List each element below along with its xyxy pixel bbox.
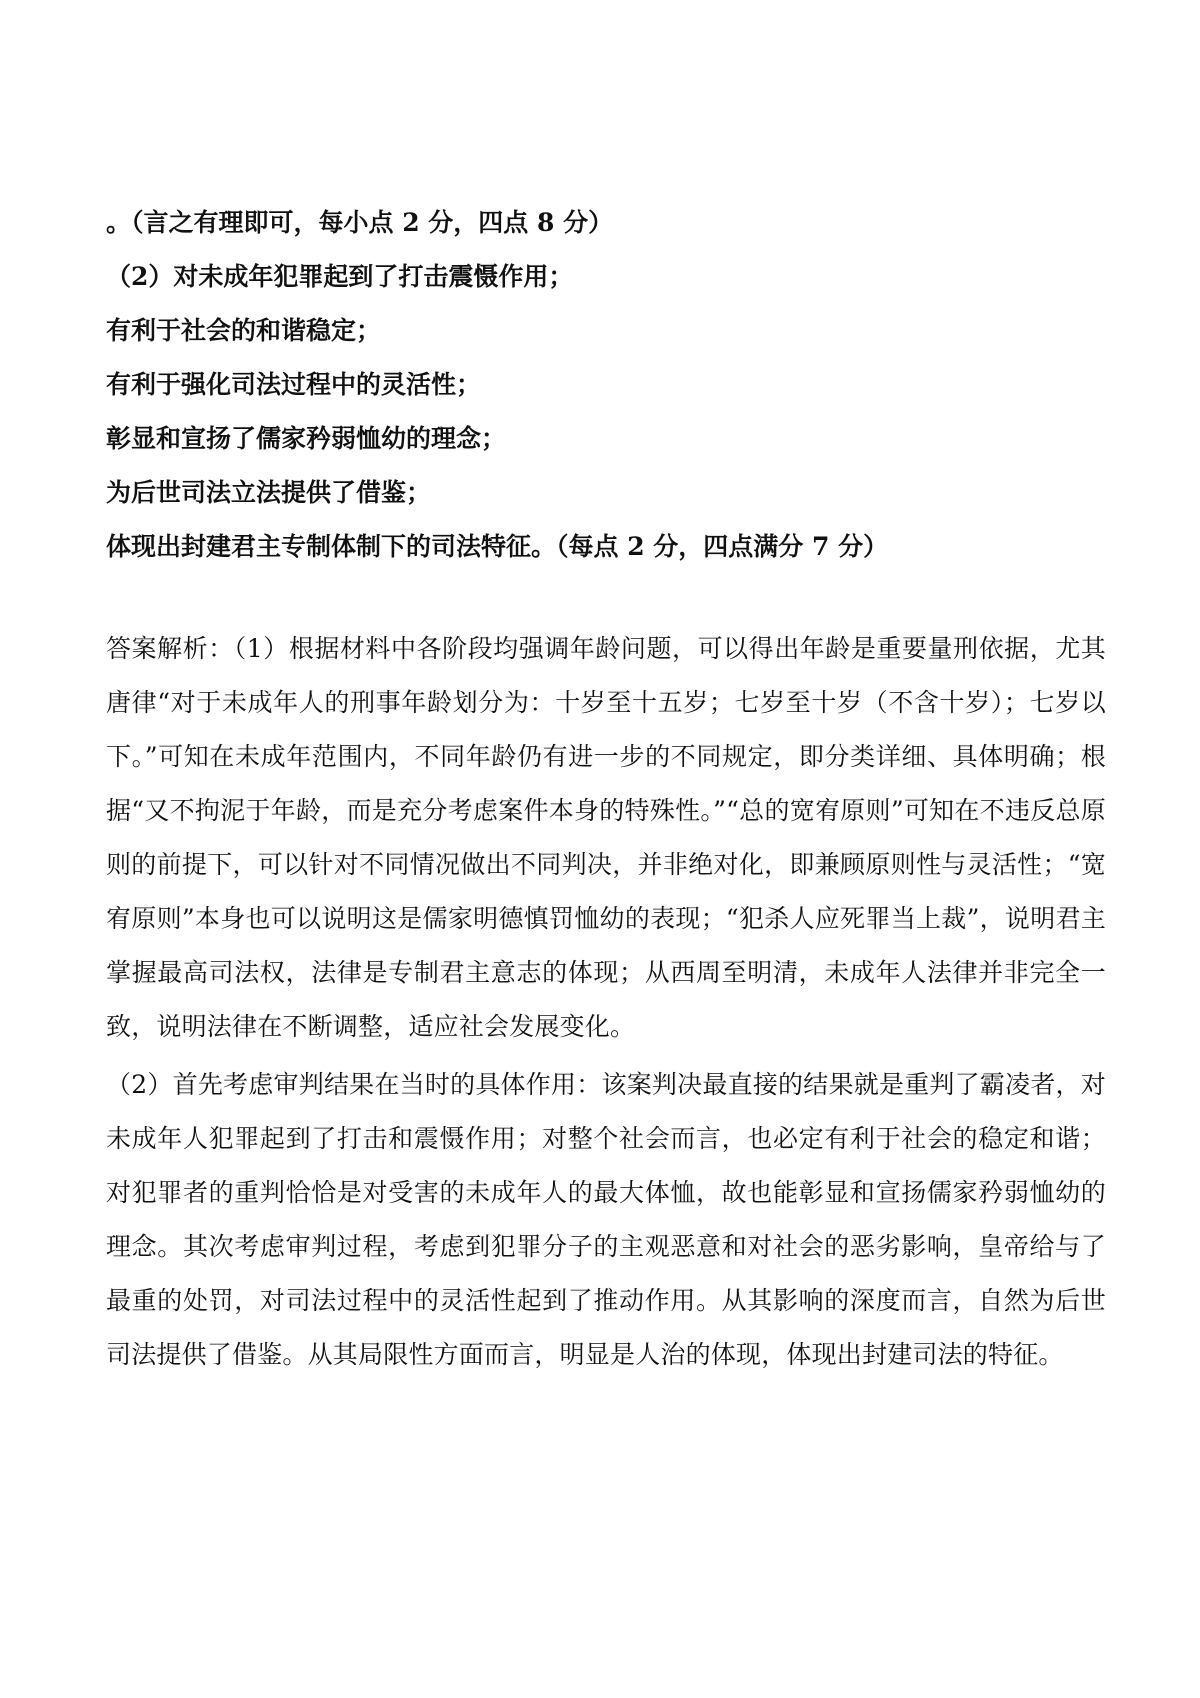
answer-point: 有利于社会的和谐稳定； bbox=[106, 316, 382, 345]
answer-analysis bbox=[106, 622, 1106, 1382]
analysis-paragraph-1: 答案解析：（1）根据材料中各阶段均强调年龄问题，可以得出年龄是重要量刑依据，尤其唐律“对于未成年人的刑事年龄划分为：十岁至十五岁；七岁至十岁（不含十岁）；七岁以下。”可知在未成年范围内，不同年龄仍有进一步的不同规定，即分类详细、具体明确；根据“又不拘泥于年龄，而是充分考虑案件本身的特殊性。”“总的宽宥原则”可知在不违反总原则的前提下，可以针对不同情况做出不同判决，并非绝对化，即兼顾原则性与灵活性；“宽宥原则”本身也可以说明这是儒家明德慎罚恤幼的表现；“犯杀人应死罪当上裁”，说明君主掌握最高司法权，法律是专制君主意志的体现；从西周至明清，未成年人法律并非完全一致，说明法律在不断调整，适应社会发展变化。 bbox=[106, 634, 1106, 1041]
answer-point-heading: （2）对未成年犯罪起到了打击震慑作用； bbox=[106, 262, 574, 291]
answer-point: 彰显和宣扬了儒家矜弱恤幼的理念； bbox=[106, 424, 507, 453]
answer-point: 有利于强化司法过程中的灵活性； bbox=[106, 370, 482, 399]
scoring-note: 。（言之有理即可，每小点 2 分，四点 8 分） bbox=[106, 208, 614, 237]
answer-points bbox=[106, 208, 1106, 586]
answer-point-final: 体现出封建君主专制体制下的司法特征。（每点 2 分，四点满分 7 分） bbox=[106, 532, 889, 561]
answer-point: 为后世司法立法提供了借鉴； bbox=[106, 478, 432, 507]
analysis-paragraph-2: （2）首先考虑审判结果在当时的具体作用：该案判决最直接的结果就是重判了霸凌者，对未成年人犯罪起到了打击和震慑作用；对整个社会而言，也必定有利于社会的稳定和谐；对犯罪者的重判恰恰是对受害的未成年人的最大体恤，故也能彰显和宣扬儒家矜弱恤幼的理念。其次考虑审判过程，考虑到犯罪分子的主观恶意和对社会的恶劣影响，皇帝给与了最重的处罚，对司法过程中的灵活性起到了推动作用。从其影响的深度而言，自然为后世司法提供了借鉴。从其局限性方面而言，明显是人治的体现，体现出封建司法的特征。 bbox=[106, 1070, 1106, 1369]
